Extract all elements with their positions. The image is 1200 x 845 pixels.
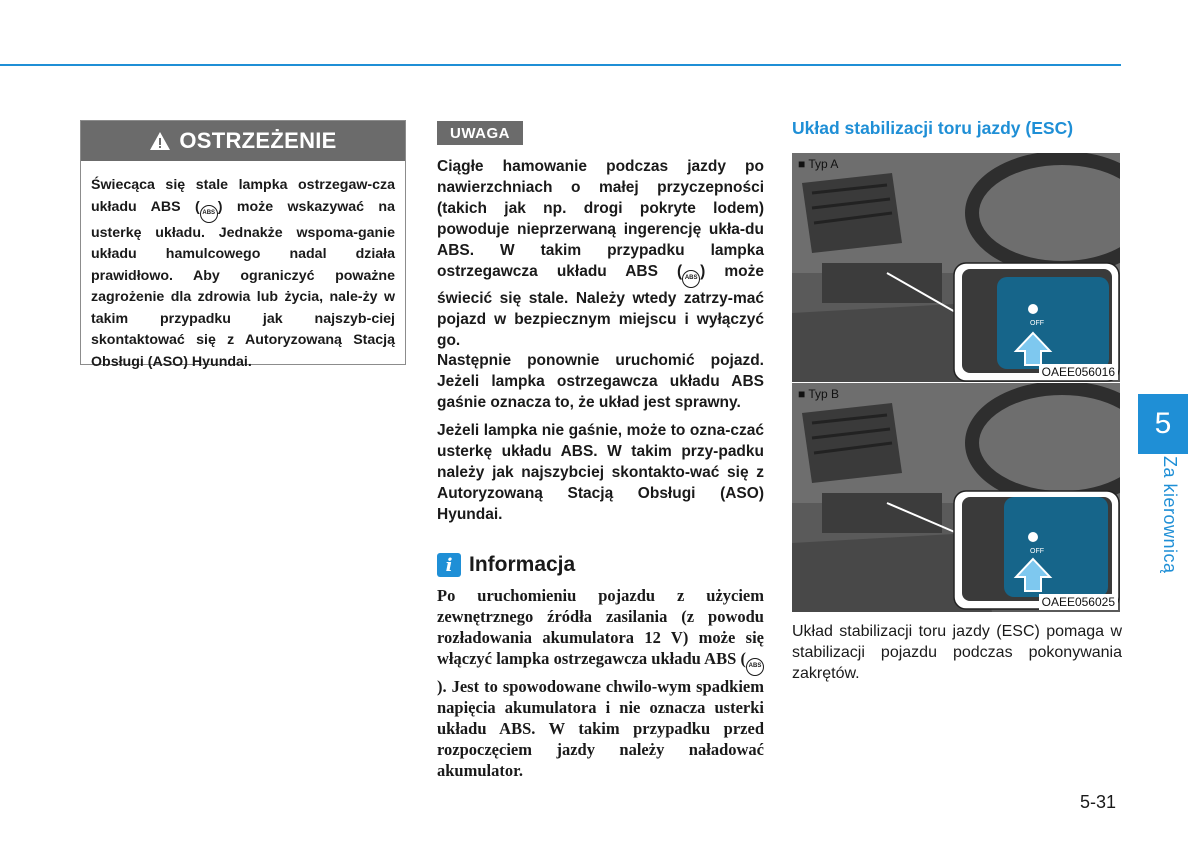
warning-box — [80, 120, 406, 370]
esc-off-text-b: OFF — [1030, 548, 1044, 555]
note-p1-a: Ciągłe hamowanie podczas jazdy po nawierzchniach o małej przyczepności (takich jak np. drogi pokryte lodem) powoduje nieprzerwaną ingerencję ukła-du ABS. W takim przypadku lampka ostrzegawcza układu ABS ( — [437, 158, 764, 280]
warning-title: OSTRZEŻENIE — [179, 128, 337, 153]
info-header — [437, 553, 575, 577]
figure-label-b: ■ Typ B — [798, 387, 840, 401]
note-paragraph-1 — [437, 156, 764, 351]
figure-code-a: OAEE056016 — [1039, 364, 1118, 380]
warning-text-b: ) może wskazywać na usterkę układu. Jednakże wspoma-ganie układu hamulcowego nadal działa prawidłowo. Aby ograniczyć poważne zagrożenie dla zdrowia lub życia, nale-ży w takim przypadku jak najszyb-ciej skontaktować się z Autoryzowaną Stacją Obsługi (ASO) Hyundai. — [91, 198, 395, 370]
chapter-name: Za kierownicą — [1160, 456, 1180, 574]
page-number: 5-31 — [1080, 792, 1117, 812]
abs-icon: ABS — [746, 658, 764, 676]
figure-type-a — [792, 153, 1120, 382]
note-paragraph-2: Następnie ponownie uruchomić pojazd. Jeżeli lampka ostrzegawcza układu ABS gaśnie oznacza to, że układ jest sprawny. — [437, 352, 764, 411]
info-text-b: ). Jest to spowodowane chwilo-wym spadkiem napięcia akumulatora i nie oznacza usterki układu ABS. W takim przypadku przed rozpoczęciem jazdy należy naładować akumulator. — [437, 677, 764, 780]
info-text — [437, 585, 764, 781]
warning-triangle-icon — [149, 131, 171, 151]
top-rule — [0, 64, 1121, 66]
note-label: UWAGA — [437, 121, 523, 145]
warning-header — [81, 121, 405, 161]
esc-off-text-a: OFF — [1030, 320, 1044, 327]
note-paragraph-3: Jeżeli lampka nie gaśnie, może to ozna-czać usterkę układu ABS. W takim przy-padku należy jak najszybciej skontakto-wać się z Autoryzowaną Stacją Obsługi (ASO) Hyundai. — [437, 422, 764, 523]
info-text-a: Po uruchomieniu pojazdu z użyciem zewnętrznego źródła zasilania (z powodu rozładowania akumulatora 12 V) może się włączyć lampka ostrzegawcza układu ABS ( — [437, 586, 764, 668]
warning-text-a: Świecąca się stale lampka ostrzegaw-cza układu ABS ( — [91, 177, 395, 215]
info-title: Informacja — [469, 553, 576, 576]
abs-icon: ABS — [200, 205, 218, 223]
dashboard-illustration-b — [792, 383, 1120, 612]
chapter-number-tab: 5 — [1138, 394, 1188, 454]
figure-type-b — [792, 383, 1120, 612]
info-icon: i — [437, 553, 461, 577]
esc-section-title: Układ stabilizacji toru jazdy (ESC) — [792, 118, 1074, 138]
figure-code-b: OAEE056025 — [1039, 594, 1118, 610]
esc-description: Układ stabilizacji toru jazdy (ESC) pomaga w stabilizacji pojazdu podczas pokonywania zakrętów. — [792, 623, 1122, 682]
dashboard-illustration-a — [792, 153, 1120, 382]
note-p1-b: ) może świecić się stale. Należy wtedy zatrzy-mać pojazd w bezpiecznym miejscu i wyłączyć go. — [437, 263, 764, 349]
warning-text — [81, 161, 405, 373]
figure-label-a: ■ Typ A — [798, 157, 839, 171]
abs-icon: ABS — [682, 270, 700, 288]
